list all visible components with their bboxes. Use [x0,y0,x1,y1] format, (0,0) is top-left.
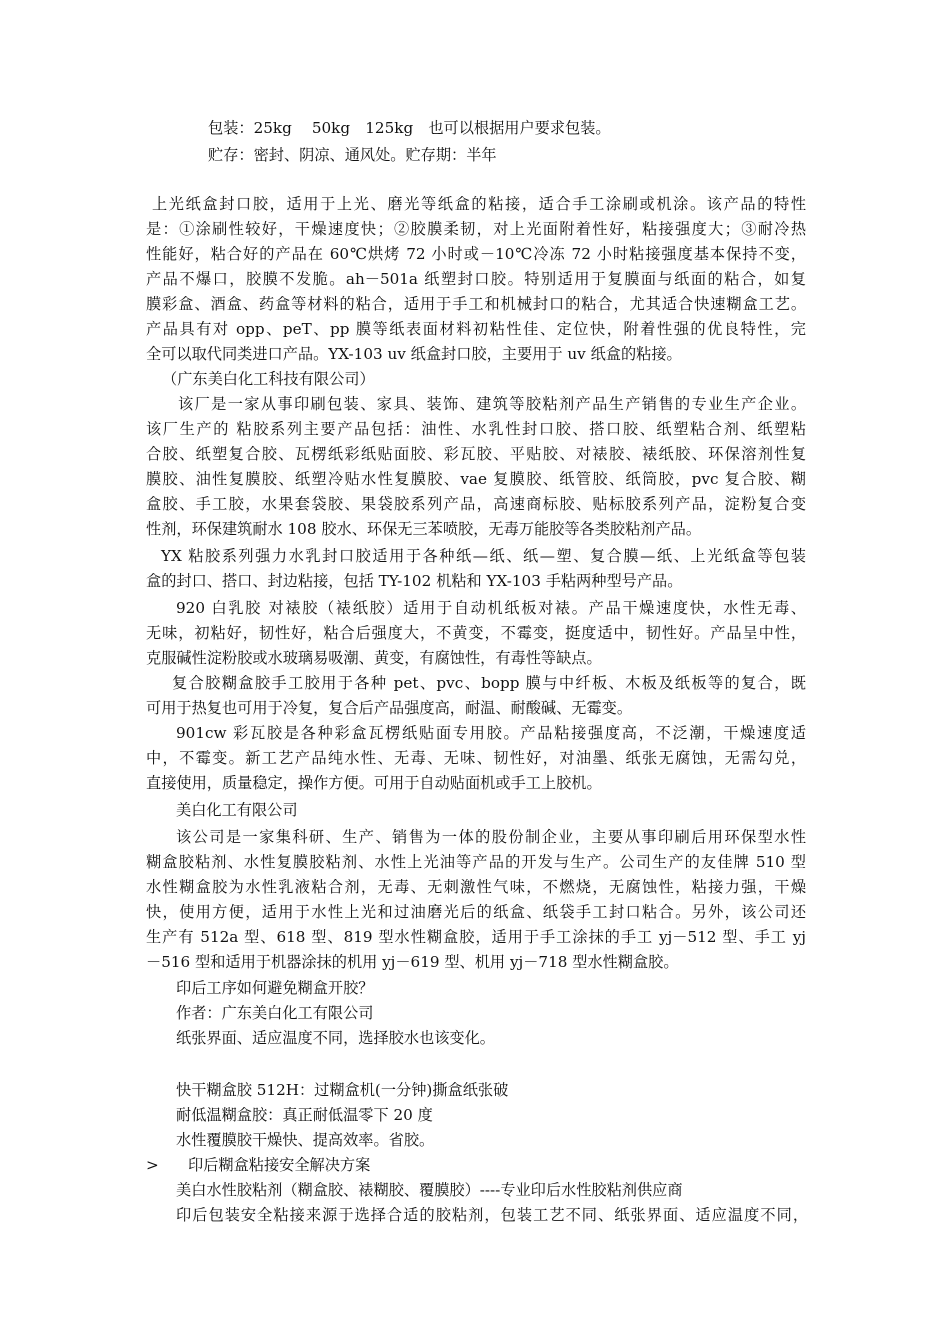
text-line: 复合胶糊盒胶手工胶用于各种 pet、pvc、bopp 膜与中纤板、木板及纸板等的复合，既 [172,674,806,692]
text-line: 该公司是一家集科研、生产、销售为一体的股份制企业，主要从事印刷后用环保型水性 [176,828,806,846]
text-line: 快干糊盒胶 512H：过糊盒机(一分钟)撕盒纸张破 [176,1081,509,1099]
text-line: 快，使用方便，适用于水性上光和过油磨光后的纸盒、纸袋手工封口粘合。另外，该公司还 [146,903,806,921]
text-line: 印后包装安全粘接来源于选择合适的胶粘剂，包装工艺不同、纸张界面、适应温度不同， [176,1206,808,1224]
storage-line: 贮存：密封、阴凉、通风处。贮存期：半年 [208,146,497,164]
text-line: 性能好，粘合好的产品在 60℃烘烤 72 小时或－10℃冷冻 72 小时粘接强度基本保持不变， [146,245,806,263]
text-line: －516 型和适用于机器涂抹的机用 yj－619 型、机用 yj－718 型水性糊盒胶。 [146,953,679,971]
text-line: 盒胶、手工胶，水果套袋胶、果袋胶系列产品，高速商标胶、贴标胶系列产品，淀粉复合变 [146,495,806,513]
text-line: 可用于热复也可用于冷复，复合后产品强度高，耐温、耐酸碱、无霉变。 [146,699,632,717]
bullet-marker: > [146,1156,159,1174]
text-line: 全可以取代同类进口产品。YX-103 uv 纸盒封口胶，主要用于 uv 纸盒的粘接。 [146,345,682,363]
text-line: 美白水性胶粘剂（糊盒胶、裱糊胶、覆膜胶）----专业印后水性胶粘剂供应商 [176,1181,683,1199]
author-line: 作者：广东美白化工有限公司 [176,1004,374,1022]
text-line: 901cw 彩瓦胶是各种彩盒瓦楞纸贴面专用胶。产品粘接强度高，不泛潮，干燥速度适 [176,724,806,742]
text-line: 上光纸盒封口胶，适用于上光、磨光等纸盒的粘接，适合手工涂刷或机涂。该产品的特性 [152,195,806,213]
article-title: 印后工序如何避免糊盒开胶？ [176,979,374,997]
text-line: 性剂，环保建筑耐水 108 胶水、环保无三苯喷胶，无毒万能胶等各类胶粘剂产品。 [146,520,702,538]
section-heading: 印后糊盒粘接安全解决方案 [188,1156,371,1174]
text-line: 产品不爆口，胶膜不发脆。ah－501a 纸塑封口胶。特别适用于复膜面与纸面的粘合，如复 [146,270,806,288]
text-line: 纸张界面、适应温度不同，选择胶水也该变化。 [176,1029,495,1047]
company-heading: （广东美白化工科技有限公司） [162,370,375,388]
text-line: 是：①涂刷性较好，干燥速度快；②胶膜柔韧，对上光面附着性好，粘接强度大；③耐冷热 [146,220,806,238]
text-line: 糊盒胶粘剂、水性复膜胶粘剂、水性上光油等产品的开发与生产。公司生产的友佳牌 510 型 [146,853,806,871]
packaging-line: 包装：25kg 50kg 125kg 也可以根据用户要求包装。 [208,119,611,137]
text-line: 生产有 512a 型、618 型、819 型水性糊盒胶，适用于手工涂抹的手工 yj－512 型、手工 yj [146,928,806,946]
text-line: 产品具有对 opp、peT、pp 膜等纸表面材料初粘性佳、定位快，附着性强的优良特性，完 [146,320,806,338]
text-line: 该厂是一家从事印刷包装、家具、装饰、建筑等胶粘剂产品生产销售的专业生产企业。 [178,395,806,413]
text-line: 耐低温糊盒胶：真正耐低温零下 20 度 [176,1106,433,1124]
text-line: YX 粘胶系列强力水乳封口胶适用于各种纸—纸、纸—塑、复合膜—纸、上光纸盒等包装 [161,547,806,565]
text-line: 920 白乳胶 对裱胶（裱纸胶）适用于自动机纸板对裱。产品干燥速度快，水性无毒、 [176,599,806,617]
text-line: 水性覆膜胶干燥快、提高效率。省胶。 [176,1131,435,1149]
text-line: 膜胶、油性复膜胶、纸塑冷贴水性复膜胶、vae 复膜胶、纸管胶、纸筒胶，pvc 复合胶、糊 [146,470,806,488]
text-line: 无味，初粘好，韧性好，粘合后强度大，不黄变，不霉变，挺度适中，韧性好。产品呈中性， [146,624,806,642]
text-line: 水性糊盒胶为水性乳液粘合剂，无毒、无刺激性气味，不燃烧，无腐蚀性，粘接力强，干燥 [146,878,806,896]
text-line: 中，不霉变。新工艺产品纯水性、无毒、无味、韧性好，对油墨、纸张无腐蚀，无需勾兑， [146,749,806,767]
text-line: 克服碱性淀粉胶或水玻璃易吸潮、黄变，有腐蚀性，有毒性等缺点。 [146,649,602,667]
text-line: 该厂生产的 粘胶系列主要产品包括：油性、水乳性封口胶、搭口胶、纸塑粘合剂、纸塑粘 [146,420,806,438]
text-line: 合胶、纸塑复合胶、瓦楞纸彩纸贴面胶、彩瓦胶、平贴胶、对裱胶、裱纸胶、环保溶剂性复 [146,445,806,463]
text-line: 膜彩盒、酒盒、药盒等材料的粘合，适用于手工和机械封口的粘合，尤其适合快速糊盒工艺。 [146,295,806,313]
text-line: 盒的封口、搭口、封边粘接，包括 TY-102 机粘和 YX-103 手粘两种型号产品。 [146,572,683,590]
company-heading: 美白化工有限公司 [176,801,298,819]
text-line: 直接使用，质量稳定，操作方便。可用于自动贴面机或手工上胶机。 [146,774,602,792]
